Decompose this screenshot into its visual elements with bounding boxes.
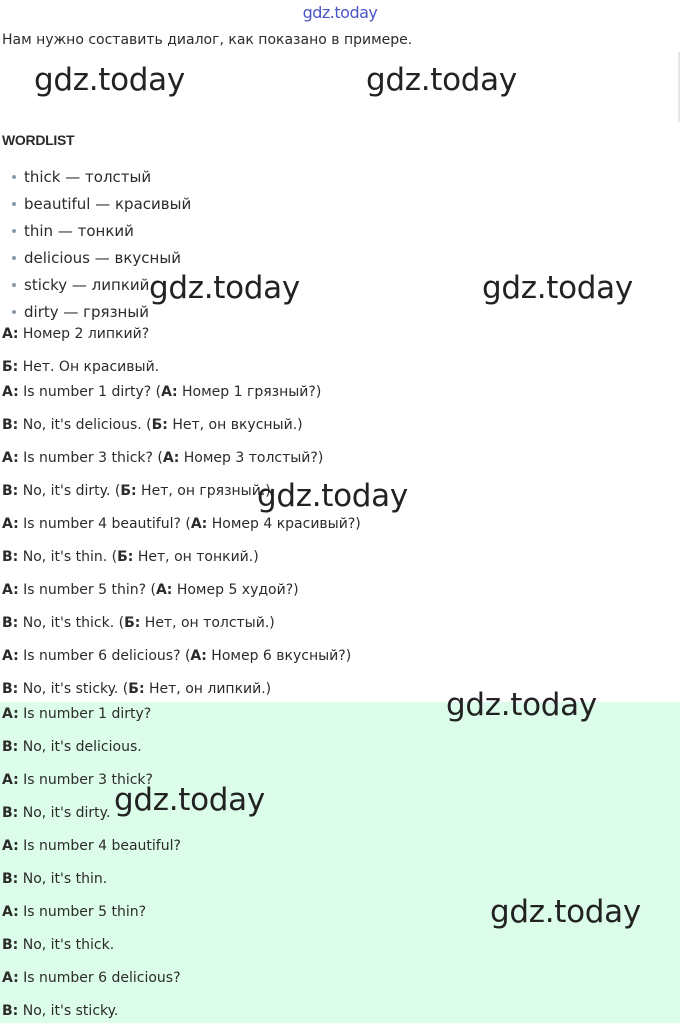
wordlist-item-text: dirty — грязный: [24, 303, 149, 321]
translation-text: Номер 6 вкусный?): [206, 648, 352, 664]
watermark: gdz.today: [149, 270, 300, 306]
translation-speaker-label: Б:: [124, 615, 141, 631]
translation-text: Номер 5 худой?): [172, 582, 299, 598]
dialogue-line: [2, 357, 159, 377]
translation-speaker-label: А:: [190, 648, 207, 664]
speaker-label: B:: [2, 681, 19, 697]
translation-text: Номер 4 красивый?): [207, 516, 361, 532]
dialogue-line: [2, 415, 303, 435]
speaker-label: A:: [2, 582, 19, 598]
answer-line: [2, 968, 181, 988]
wordlist-item-text: thick — толстый: [24, 168, 152, 186]
speaker-label: B:: [2, 1003, 19, 1019]
answer-text: Is number 4 beautiful?: [18, 838, 181, 854]
speaker-label: А:: [2, 326, 19, 342]
translation-speaker-label: А:: [161, 384, 178, 400]
answer-text: Is number 3 thick?: [18, 772, 153, 788]
bullet-icon: [12, 283, 16, 287]
answer-text: Is number 5 thin?: [18, 904, 147, 920]
wordlist-item: [12, 218, 191, 245]
speaker-label: A:: [2, 648, 19, 664]
watermark: gdz.today: [490, 894, 641, 930]
wordlist-item: [12, 245, 191, 272]
answer-line: [2, 704, 151, 724]
translation-speaker-label: А:: [162, 450, 180, 466]
dialogue-text: Номер 2 липкий?: [18, 326, 150, 342]
dialogue-text: Is number 6 delicious? (: [18, 648, 191, 664]
answer-text: No, it's dirty.: [18, 805, 111, 821]
speaker-label: A:: [2, 904, 19, 920]
watermark: gdz.today: [446, 687, 597, 723]
translation-text: Нет, он тонкий.): [133, 549, 259, 565]
dialogue-line: [2, 646, 351, 666]
watermark: gdz.today: [257, 478, 408, 514]
dialogue-line: [2, 481, 271, 501]
answer-text: No, it's delicious.: [18, 739, 142, 755]
watermark: gdz.today: [34, 62, 185, 98]
speaker-label: B:: [2, 805, 19, 821]
wordlist-heading: WORDLIST: [2, 132, 75, 148]
speaker-label: A:: [2, 838, 19, 854]
answer-line: [2, 737, 142, 757]
answer-text: No, it's thin.: [18, 871, 108, 887]
dialogue-text: No, it's dirty. (: [18, 483, 121, 499]
task-instruction: Нам нужно составить диалог, как показано в примере.: [2, 32, 413, 48]
speaker-label: B:: [2, 937, 19, 953]
translation-text: Нет, он вкусный.): [167, 417, 303, 433]
dialogue-text: No, it's delicious. (: [18, 417, 152, 433]
dialogue-line: [2, 580, 299, 600]
translation-speaker-label: Б:: [128, 681, 145, 697]
answer-text: Is number 1 dirty?: [18, 706, 152, 722]
dialogue-line: [2, 382, 321, 402]
bullet-icon: [12, 256, 16, 260]
bullet-icon: [12, 229, 16, 233]
site-logo[interactable]: gdz.today: [302, 3, 378, 22]
speaker-label: A:: [2, 706, 19, 722]
wordlist-item: [12, 191, 191, 218]
speaker-label: B:: [2, 871, 19, 887]
speaker-label: B:: [2, 549, 19, 565]
answer-text: No, it's thick.: [18, 937, 115, 953]
wordlist-item-text: delicious — вкусный: [24, 249, 181, 267]
answer-text: Is number 6 delicious?: [18, 970, 181, 986]
bullet-icon: [12, 202, 16, 206]
answer-line: [2, 902, 146, 922]
speaker-label: A:: [2, 970, 19, 986]
answer-text: No, it's sticky.: [18, 1003, 119, 1019]
dialogue-text: Is number 4 beautiful? (: [18, 516, 191, 532]
dialogue-text: No, it's thin. (: [18, 549, 118, 565]
speaker-label: Б:: [2, 359, 19, 375]
speaker-label: B:: [2, 615, 19, 631]
dialogue-text: No, it's thick. (: [18, 615, 125, 631]
translation-speaker-label: Б:: [120, 483, 137, 499]
wordlist-item-text: thin — тонкий: [24, 222, 134, 240]
watermark: gdz.today: [114, 782, 265, 818]
speaker-label: B:: [2, 483, 19, 499]
translation-text: Нет, он грязный.): [136, 483, 271, 499]
answer-line: [2, 836, 181, 856]
speaker-label: A:: [2, 772, 19, 788]
dialogue-text: Is number 5 thin? (: [18, 582, 156, 598]
answer-line: [2, 935, 114, 955]
dialogue-text: Is number 1 dirty? (: [18, 384, 162, 400]
answer-line: [2, 803, 110, 823]
watermark: gdz.today: [482, 270, 633, 306]
speaker-label: B:: [2, 417, 19, 433]
dialogue-text: No, it's sticky. (: [18, 681, 129, 697]
dialogue-text: Is number 3 thick? (: [18, 450, 163, 466]
translation-text: Нет, он толстый.): [140, 615, 275, 631]
speaker-label: A:: [2, 450, 19, 466]
wordlist-item: [12, 164, 191, 191]
speaker-label: B:: [2, 739, 19, 755]
dialogue-line: [2, 547, 259, 567]
speaker-label: A:: [2, 384, 19, 400]
translation-speaker-label: Б:: [151, 417, 168, 433]
bullet-icon: [12, 310, 16, 314]
bullet-icon: [12, 175, 16, 179]
wordlist-item-text: sticky — липкий: [24, 276, 150, 294]
translation-speaker-label: А:: [190, 516, 208, 532]
translation-text: Номер 1 грязный?): [177, 384, 322, 400]
dialogue-line: [2, 514, 361, 534]
translation-speaker-label: А:: [155, 582, 173, 598]
answer-line: [2, 1001, 118, 1021]
wordlist-item-text: beautiful — красивый: [24, 195, 192, 213]
translation-speaker-label: Б:: [117, 549, 134, 565]
translation-text: Номер 3 толстый?): [179, 450, 324, 466]
answer-line: [2, 869, 107, 889]
dialogue-text: Нет. Он красивый.: [18, 359, 160, 375]
dialogue-line: [2, 613, 275, 633]
translation-text: Нет, он липкий.): [144, 681, 272, 697]
watermark: gdz.today: [366, 62, 517, 98]
dialogue-line: [2, 448, 323, 468]
dialogue-line: [2, 679, 271, 699]
dialogue-line: [2, 324, 149, 344]
speaker-label: A:: [2, 516, 19, 532]
